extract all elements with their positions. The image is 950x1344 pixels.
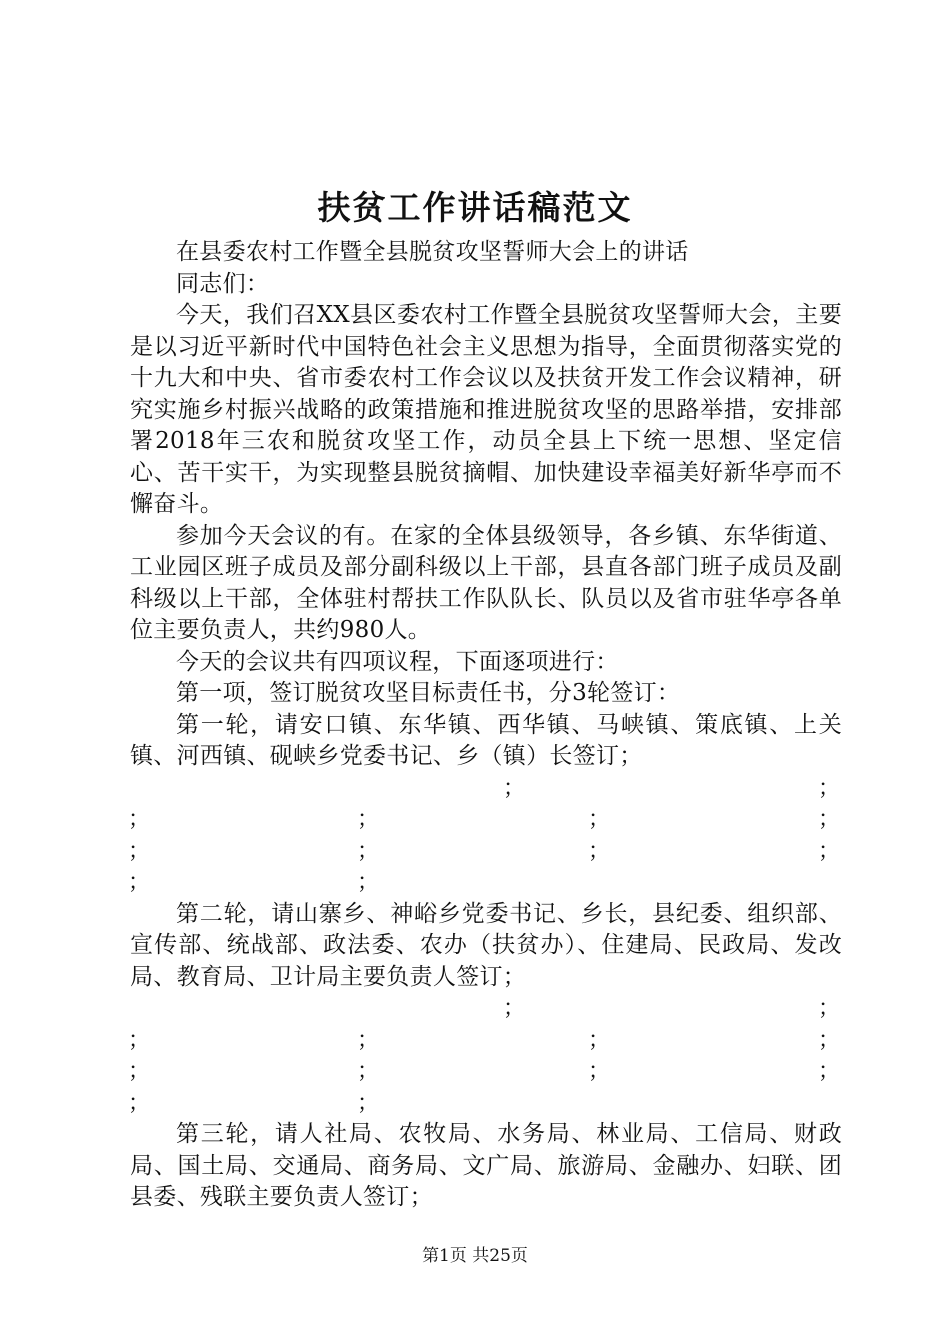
separator: ；: [357, 838, 380, 864]
separator: ；: [588, 1059, 611, 1084]
separator: ；: [128, 807, 151, 832]
paragraph-round-two: 第二轮，请山寨乡、神峪乡党委书记、乡长，县纪委、组织部、宣传部、统战部、政法委、农办（扶贫办）、住建局、民政局、发改局、教育局、卫计局主要负责人签订；: [130, 900, 842, 990]
separator: ；: [128, 1027, 151, 1053]
separator: ；: [503, 775, 526, 801]
separator: ；: [357, 1090, 380, 1116]
paragraph-intro: 今天，我们召XX县区委农村工作暨全县脱贫攻坚誓师大会，主要是以习近平新时代中国特色社会主义思想为指导，全面贯彻落实党的十九大和中央、省市委农村工作会议以及扶贫开发工作会议精神，研究实施乡村振兴战略的政策措施和推进脱贫攻坚的思路举措，安排部署2018年三农和脱贫攻坚工作，动员全县上下统一思想、坚定信心、苦干实干，为实现整县脱贫摘帽、加快建设幸福美好新华亭而不懈奋斗。: [130, 302, 842, 517]
paragraph-agenda: 今天的会议共有四项议程，下面逐项进行：: [176, 648, 619, 675]
separator: ；: [357, 807, 380, 832]
separator: ；: [588, 838, 611, 864]
separator: ；: [503, 996, 526, 1021]
separator: ；: [128, 870, 151, 895]
paragraph-item-one: 第一项，签订脱贫攻坚目标责任书，分3轮签订：: [176, 680, 681, 706]
separator: ；: [357, 1027, 380, 1053]
separator: ；: [128, 1090, 151, 1116]
separator: ；: [128, 838, 151, 864]
separator: ；: [818, 1027, 841, 1053]
paragraph-attendees: 参加今天会议的有。在家的全体县级领导，各乡镇、东华街道、工业园区班子成员及部分副科级以上干部，县直各部门班子成员及副科级以上干部，全体驻村帮扶工作队队长、队员以及省市驻华亭各单位主要负责人，共约980人。: [130, 522, 842, 643]
separator: ；: [128, 1059, 151, 1084]
page-number: 第1页 共25页: [422, 1246, 528, 1266]
separator: ；: [818, 807, 841, 832]
document-title: 扶贫工作讲话稿范文: [317, 188, 633, 227]
separator: ；: [818, 1059, 841, 1084]
separator: ；: [357, 870, 380, 895]
separator: ；: [818, 775, 841, 801]
paragraph-round-one: 第一轮，请安口镇、东华镇、西华镇、马峡镇、策底镇、上关镇、河西镇、砚峡乡党委书记、乡（镇）长签订；: [130, 711, 842, 769]
separator: ；: [357, 1059, 380, 1084]
separator: ；: [588, 807, 611, 832]
signature-blanks-round-one: [130, 773, 842, 899]
separator: ；: [818, 996, 841, 1021]
document-body: [130, 237, 842, 1214]
paragraph-subtitle: 在县委农村工作暨全县脱贫攻坚誓师大会上的讲话: [176, 239, 689, 265]
paragraph-greeting: 同志们：: [176, 270, 270, 297]
separator: ；: [818, 838, 841, 864]
signature-blanks-round-two: [130, 993, 842, 1119]
paragraph-round-three: 第三轮，请人社局、农牧局、水务局、林业局、工信局、财政局、国土局、交通局、商务局、文广局、旅游局、金融办、妇联、团县委、残联主要负责人签订；: [130, 1121, 842, 1210]
separator: ；: [588, 1027, 611, 1053]
